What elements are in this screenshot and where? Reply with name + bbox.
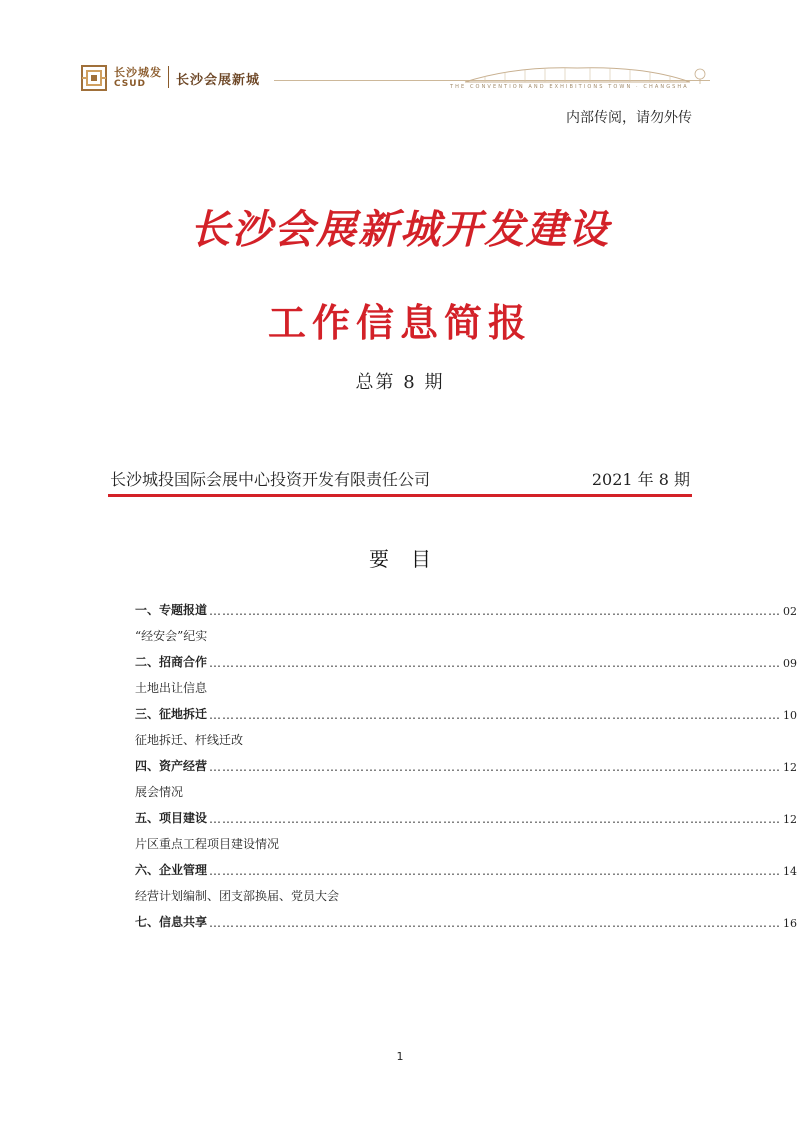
toc-item-label: 七、信息共享 (135, 915, 208, 929)
toc-item-label: 三、征地拆迁 (135, 707, 208, 721)
issue-date: 2021 年 8 期 (591, 470, 690, 489)
logo-divider (168, 66, 169, 88)
csud-logo-icon (80, 64, 108, 92)
toc-item-label: 六、企业管理 (135, 863, 208, 877)
logo-text-en: CSUD (114, 79, 147, 89)
document-header (80, 60, 710, 100)
header-tagline: THE CONVENTION AND EXHIBITIONS TOWN · CHANGSHA (450, 84, 689, 90)
toc-item-label: 一、专题报道 (135, 603, 208, 617)
table-of-contents (135, 592, 798, 930)
issue-total: 总第 8 期 (355, 372, 445, 393)
red-divider (108, 494, 692, 497)
toc-dot-leader: …………………………………………………………………………………………………………………… (209, 864, 782, 878)
logo-text-cn: 长沙城发 (114, 66, 162, 79)
toc-item-page: 09 (783, 657, 798, 670)
toc-item-page: 02 (783, 605, 798, 618)
toc-item-label: 二、招商合作 (135, 655, 208, 669)
toc-item[interactable] (135, 696, 798, 722)
internal-circulation-notice: 内部传阅，请勿外传 (566, 110, 692, 126)
toc-item-page: 12 (783, 761, 798, 774)
toc-item-label: 五、项目建设 (135, 811, 208, 825)
toc-subitem: 展会情况 (135, 785, 184, 799)
toc-dot-leader: …………………………………………………………………………………………………………………… (209, 708, 782, 722)
toc-dot-leader: …………………………………………………………………………………………………………………… (209, 812, 782, 826)
toc-dot-leader: …………………………………………………………………………………………………………………… (209, 656, 782, 670)
title-line-1: 长沙会展新城开发建设 (190, 206, 610, 253)
toc-dot-leader: …………………………………………………………………………………………………………………… (209, 916, 782, 930)
toc-item-page: 16 (783, 917, 798, 930)
toc-item-label: 四、资产经营 (135, 759, 208, 773)
brand-name: 长沙会展新城 (176, 73, 261, 88)
toc-dot-leader: …………………………………………………………………………………………………………………… (209, 760, 782, 774)
toc-item[interactable] (135, 748, 798, 774)
toc-item[interactable] (135, 800, 798, 826)
toc-subitem: 片区重点工程项目建设情况 (135, 837, 280, 851)
toc-item[interactable] (135, 852, 798, 878)
issuing-organization: 长沙城投国际会展中心投资开发有限责任公司 (110, 470, 431, 489)
toc-dot-leader: …………………………………………………………………………………………………………………… (209, 604, 782, 618)
toc-item-page: 10 (783, 709, 798, 722)
toc-item[interactable] (135, 904, 798, 930)
toc-subitem: 土地出让信息 (135, 681, 208, 695)
toc-item-page: 14 (783, 865, 798, 878)
toc-item[interactable] (135, 644, 798, 670)
toc-item[interactable] (135, 592, 798, 618)
toc-subitem: 征地拆迁、杆线迁改 (135, 733, 244, 747)
toc-subitem: “经安会”纪实 (135, 629, 208, 643)
toc-item-page: 12 (783, 813, 798, 826)
page-number: 1 (396, 1050, 404, 1063)
title-line-2: 工作信息简报 (267, 301, 532, 345)
toc-title: 要目 (369, 547, 453, 571)
toc-subitem: 经营计划编制、团支部换届、党员大会 (135, 889, 340, 903)
